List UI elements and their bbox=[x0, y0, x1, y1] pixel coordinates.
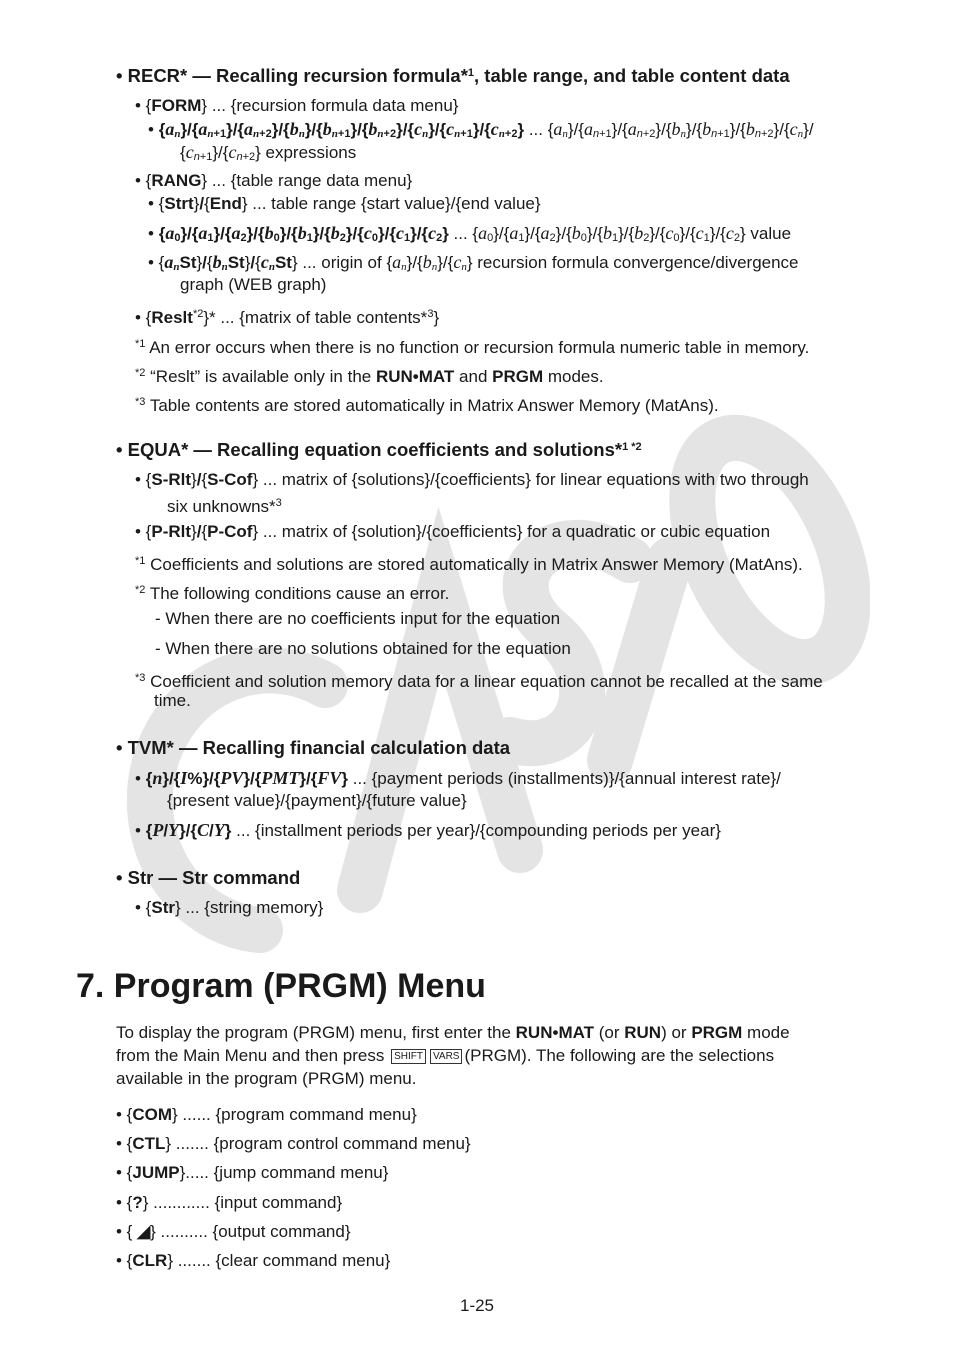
equa-footnote-1: $^{*1}$ Coefficients and solutions are stored automatically in Matrix Answer Memory (MatAns). bbox=[135, 555, 803, 574]
prgm-menu-item-com: • {COM} ...... {program command menu} bbox=[116, 1105, 417, 1124]
tvm-keys-item: • {n}/{I%}/{PV}/{PMT}/{FV} ... {payment periods (installments)}/{annual interest rate}/ bbox=[135, 768, 781, 788]
equa-s-item-cont: six unknowns*$^3$ bbox=[167, 497, 282, 516]
equa-heading: • EQUA* — Recalling equation coefficients and solutions*$^{1 *2}$ bbox=[116, 439, 642, 460]
prgm-menu-item-output: • { ◢} .......... {output command} bbox=[116, 1222, 351, 1241]
prgm-menu-item-clr: • {CLR} ....... {clear command menu} bbox=[116, 1251, 391, 1270]
recr-form-item: • {FORM} ... {recursion formula data menu} bbox=[135, 96, 459, 115]
prgm-menu-item-jump: • {JUMP}..... {jump command menu} bbox=[116, 1163, 389, 1182]
recr-rang-item: • {RANG} ... {table range data menu} bbox=[135, 171, 413, 190]
recr-strt-item: • {Strt}/{End} ... table range {start value}/{end value} bbox=[148, 194, 541, 213]
tvm-heading: • TVM* — Recalling financial calculation data bbox=[116, 737, 511, 758]
section-7-intro-line-1: To display the program (PRGM) menu, first enter the RUN•MAT (or RUN) or PRGM mode bbox=[116, 1023, 790, 1042]
page-number: 1-25 bbox=[459, 1296, 495, 1315]
prgm-menu-item-ctl: • {CTL} ....... {program control command menu} bbox=[116, 1134, 471, 1153]
tvm-keys-item-cont: {present value}/{payment}/{future value} bbox=[167, 791, 467, 810]
recr-reslt-item: • {Reslt$^{*2}$}* ... {matrix of table contents*$^3$} bbox=[135, 308, 440, 327]
section-7-intro-line-3: available in the program (PRGM) menu. bbox=[116, 1069, 417, 1088]
section-7-title: 7. Program (PRGM) Menu bbox=[76, 967, 486, 1005]
str-item: • {Str} ... {string memory} bbox=[135, 898, 324, 917]
tvm-py-item: • {P/Y}/{C/Y} ... {installment periods per year}/{compounding periods per year} bbox=[135, 820, 721, 840]
prgm-menu-item-input: • {?} ............ {input command} bbox=[116, 1193, 343, 1212]
equa-p-item: • {P-Rlt}/{P-Cof} ... matrix of {solution}/{coefficients} for a quadratic or cubic equation bbox=[135, 522, 771, 541]
shift-key-icon: SHIFT bbox=[391, 1049, 426, 1064]
recr-form-sub-item-cont: $\{c_{n+1}\}/\{c_{n+2}\}$ expressions bbox=[180, 142, 357, 163]
recr-footnote-1: $^{*1}$ An error occurs when there is no function or recursion formula numeric table in memory. bbox=[135, 338, 810, 357]
equa-footnote-2: $^{*2}$ The following conditions cause an error. bbox=[135, 584, 450, 603]
equa-footnote-3: $^{*3}$ Coefficient and solution memory data for a linear equation cannot be recalled at the same bbox=[135, 672, 823, 691]
recr-form-sub-item: • $\{a_n\}/\{a_{n+1}\}/\{a_{n+2}\}/\{b_n\}/\{b_{n+1}\}/\{b_{n+2}\}/\{c_n\}/\{c_{n+1}\}/\{c_{n+2}\}$ ... $\{a_n\}/\{a_{n+1}\}/\{a_{n+2}\}/\{b_n\}/\{b_{n+1}\}/\{b_{n+2}\}/\{c_n\}/$ bbox=[148, 119, 814, 140]
section-7-intro-line-2: from the Main Menu and then press SHIFT VARS (PRGM). The following are the selections bbox=[116, 1046, 775, 1065]
recr-heading: • RECR* — Recalling recursion formula*$^1$, table range, and table content data bbox=[116, 65, 790, 86]
form-key: FORM bbox=[151, 96, 202, 115]
equa-footnote-2-item-2: - When there are no solutions obtained for the equation bbox=[155, 639, 571, 658]
equa-footnote-3-cont: time. bbox=[154, 691, 191, 710]
output-triangle-icon: ◢ bbox=[137, 1222, 151, 1241]
vars-key-icon: VARS bbox=[430, 1049, 463, 1064]
recr-footnote-3: $^{*3}$ Table contents are stored automatically in Matrix Answer Memory (MatAns). bbox=[135, 396, 719, 415]
recr-initial-values-item: • $\{a_0\}/\{a_1\}/\{a_2\}/\{b_0\}/\{b_1\}/\{b_2\}/\{c_0\}/\{c_1\}/\{c_2\}$ ... $\{a_0\}/\{a_1\}/\{a_2\}/\{b_0\}/\{b_1\}/\{b_2\}/\{c_0\}/\{c_1\}/\{c_2\}$ value bbox=[148, 223, 792, 244]
recr-origin-item-cont: graph (WEB graph) bbox=[180, 275, 327, 294]
equa-footnote-2-item-1: - When there are no coefficients input for the equation bbox=[155, 609, 561, 628]
equa-s-item: • {S-Rlt}/{S-Cof} ... matrix of {solutions}/{coefficients} for linear equations with two through bbox=[135, 470, 809, 489]
recr-footnote-2: $^{*2}$ “Reslt” is available only in the RUN•MAT and PRGM modes. bbox=[135, 367, 604, 386]
recr-origin-item: • $\{a_nSt\}/\{b_nSt\}/\{c_nSt\}$ ... origin of $\{a_n\}/\{b_n\}/\{c_n\}$ recursion formula convergence/divergence bbox=[148, 252, 799, 273]
str-heading: • Str — Str command bbox=[116, 867, 301, 888]
